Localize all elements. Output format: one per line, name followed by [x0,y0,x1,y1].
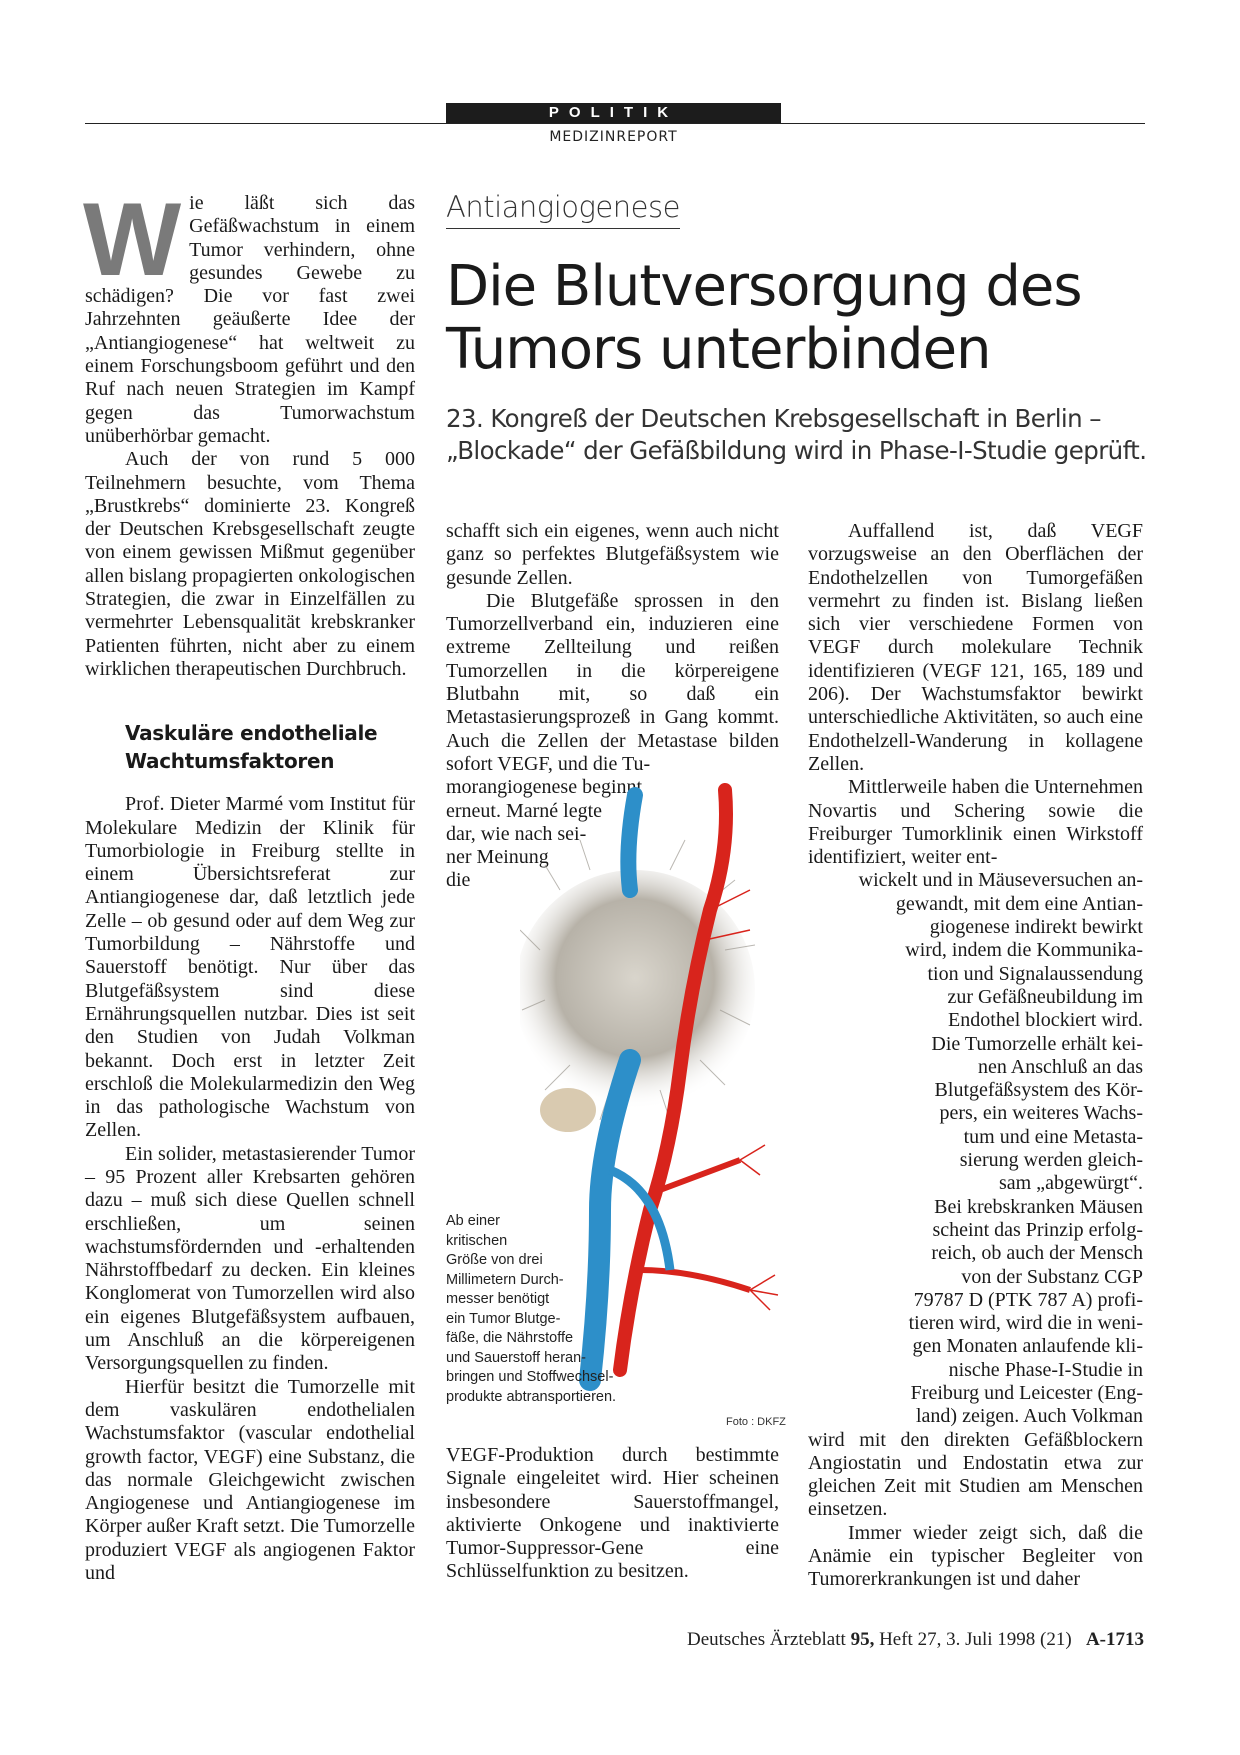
paragraph: Auffallend ist, daß VEGF vorzugsweise an den Oberflächen der Endothelzellen von Tumorgefäßen vermehrt zu finden ist. Bislang ließen sich vier verschiedene Formen von VEGF durch molekulare Technik identifizieren (VEGF 121, 165, 189 und 206). Der Wachstumsfaktor bewirkt unterschiedliche Aktivitäten, so auch eine Endothelzell-Wanderung in kollagene Zellen. [808,520,1143,775]
tissue-cluster [540,1088,596,1132]
section-label: POLITIK [446,103,781,123]
intro-text: ie läßt sich das Gefäßwachstum in einem Tumor verhindern, ohne gesundes Gewebe zu schädigen? Die vor fast zwei Jahrzehnten geäußerte Idee der „Antiangiogenese“ hat weltweit zu einem Forschungsboom geführt und den Ruf nach neuen Strategien im Kampf gegen das Tumorwachstum unüberhörbar gemacht. [85,192,415,447]
wrap-line: nen Anschluß an das [978,1055,1143,1078]
paragraph: Prof. Dieter Marmé vom Institut für Molekulare Medizin der Klinik für Tumorbiologie in Freiburg stellte in einem Übersichtsreferat zur Antiangiogenese dar, daß letztlich jede Zelle – ob gesund oder auf dem Weg zur Tumorbildung – Nährstoffe und Sauerstoff benötigt. Nur über das Blutgefäßsystem sind diese Ernährungsquellen nutzbar. Dies ist seit den Studien von Judah Volkman bekannt. Doch erst in letzter Zeit erschloß die Molekularmedizin den Weg in das pathologische Wachstum von Zellen. [85,793,415,1142]
journal-name: Deutsches Ärzteblatt [687,1629,846,1650]
photo-credit: Foto : DKFZ [726,1416,786,1428]
caption-line: ein Tumor Blutge- [446,1310,561,1327]
vein-top [628,795,635,890]
caption-line: fäße, die Nährstoffe [446,1330,574,1346]
tumor-mass [520,870,755,1110]
section-subheading [125,719,415,775]
right-column [808,520,1143,1592]
wrap-line: tum und eine Metasta- [963,1125,1143,1148]
subsection-label: MEDIZINREPORT [549,129,678,145]
wrap-line: morangiogenese beginnt [446,776,643,799]
wrap-line: Freiburg und Leicester (Eng- [910,1381,1143,1404]
paragraph: Hierfür besitzt die Tumorzelle mit dem vaskulären endothelialen Wachstumsfaktor (vascular endothelial growth factor, VEGF) eine Substanz, die das normale Gleichgewicht zwischen Angiogenese und Antiangiogenese im Körper außer Kraft setzt. Die Tumorzelle produziert VEGF als angiogenen Faktor und [85,1375,415,1585]
wrap-line: ner Meinung [446,846,549,869]
wrap-line: giogenese indirekt bewirkt [929,916,1143,939]
wrap-line: sierung werden gleich- [959,1149,1143,1172]
paragraph: wird mit den direkten Gefäßblockern Angiostatin und Endostatin etwa zur gleichen Zeit mit Studien am Menschen einsetzen. [808,1428,1143,1521]
wrap-line: von der Substanz CGP [961,1265,1143,1288]
caption-line: bringen und Stoffwechsel- [446,1369,614,1385]
journal-volume: 95, [850,1629,875,1650]
wrap-line: die [446,869,471,892]
subtitle-line: „Blockade“ der Gefäßbildung wird in Phase-I-Studie geprüft. [446,436,1147,465]
wrap-line: Bei krebskranken Mäusen [934,1195,1143,1218]
caption-line: produkte abtransportieren. [446,1388,617,1405]
paragraph: Immer wieder zeigt sich, daß die Anämie ein typischer Begleiter von Tumorerkrankungen ist und daher [808,1521,1143,1591]
paragraph: Die Blutgefäße sprossen in den Tumorzellverband ein, induzieren eine extreme Zellteilung und reißen Tumorzellen in die körpereigene Blutbahn mit, so daß ein Metastasierungsprozeß in Gang kommt. Auch die Zellen der Metastase bilden sofort VEGF, und die Tu- [446,589,779,775]
wrap-line: gen Monaten anlaufende kli- [912,1335,1143,1358]
left-column [83,182,415,1585]
drop-cap: W [83,182,182,298]
wrap-line: Endothel blockiert wird. [948,1009,1143,1032]
wrap-line: gewandt, mit dem eine Antian- [895,892,1143,915]
wrap-line: tieren wird, wird die in weni- [908,1312,1143,1335]
article-kicker: Antiangiogenese [446,190,680,229]
caption-line: messer benötigt [446,1291,550,1307]
article-subtitle [446,403,1166,467]
subtitle-line: 23. Kongreß der Deutschen Krebsgesellschaft in Berlin – [446,404,1101,433]
caption-line: Millimetern Durch- [446,1271,564,1288]
wrap-line: tion und Signalaussendung [927,962,1143,985]
wrap-line: dar, wie nach sei- [446,822,587,845]
title-line: Die Blutversorgung des [446,254,1082,319]
wrap-line: Blutgefäßsystem des Kör- [934,1079,1143,1102]
wrap-line: zur Gefäßneubildung im [947,985,1143,1008]
paragraph: Mittlerweile haben die Unternehmen Novartis und Schering sowie die Freiburger Tumorklinik einen Wirkstoff identifiziert, weiter ent- [808,776,1143,869]
caption-line: kritischen [446,1232,508,1249]
paragraph: VEGF-Produktion durch bestimmte Signale eingeleitet wird. Hier scheinen insbesondere Sauerstoffmangel, aktivierte Onkogene und inaktivierte Tumor-Suppressor-Gene eine Schlüsselfunktion zu besitzen. [446,1444,779,1583]
paragraph: Auch der von rund 5 000 Teilnehmern besuchte, vom Thema „Brustkrebs“ dominierte 23. Kongreß der Deutschen Krebsgesellschaft zeugte von einem gewissen Mißmut gegenüber allen bislang propagierten onkologischen Strategien, die zwar in Einzelfällen zu vermehrter Lebensqualität krebskranker Patienten führten, nicht aber zu einem wirklichen therapeutischen Durchbruch. [85,448,415,680]
wrap-line: wird, indem die Kommunika- [905,939,1143,962]
wrap-line: erneut. Marné legte [446,799,603,822]
wrapped-text-block [808,869,1143,1428]
caption-line: und Sauerstoff heran- [446,1349,586,1366]
article-title [446,255,1146,381]
figure-caption [446,1212,646,1407]
caption-line: Ab einer [446,1213,501,1229]
wrap-line: nische Phase-I-Studie in [948,1358,1143,1381]
header-rule [85,123,1145,124]
wrap-line: pers, ein weiteres Wachs- [939,1102,1143,1125]
page-number: A-1713 [1085,1629,1144,1650]
issue-info: Heft 27, 3. Juli 1998 (21) [879,1629,1072,1650]
wrap-line: wickelt und in Mäuseversuchen an- [858,869,1143,892]
wrap-line: land) zeigen. Auch Volkman [916,1405,1143,1428]
middle-column-bottom [446,1444,779,1584]
caption-line: Größe von drei [446,1252,543,1268]
wrap-line: scheint das Prinzip erfolg- [932,1218,1143,1241]
subheading-line: Vaskuläre endotheliale [125,721,378,746]
intro-paragraph [83,182,415,448]
wrap-line: 79787 D (PTK 787 A) profi- [913,1288,1143,1311]
wrap-line: reich, ob auch der Mensch [931,1242,1143,1265]
subheading-line: Wachtumsfaktoren [125,749,335,774]
page-footer [687,1629,1144,1651]
title-line: Tumors unterbinden [446,317,991,382]
wrap-line: Die Tumorzelle erhält kei- [931,1032,1143,1055]
wrap-line: sam „abgewürgt“. [998,1172,1143,1195]
paragraph: schafft sich ein eigenes, wenn auch nicht ganz so perfektes Blutgefäßsystem wie gesunde Zellen. [446,520,779,589]
paragraph: Ein solider, metastasierender Tumor – 95 Prozent aller Krebsarten gehören dazu – muß sich diese Quellen schnell erschließen, um seinen wachstumsfördernden und -erhaltenden Nährstoffbedarf zu decken. Ein kleines Konglomerat von Tumorzellen wird also ein eigenes Blutgefäßsystem aufbauen, um Anschluß an die körpereigenen Versorgungsquellen zu finden. [85,1142,415,1375]
